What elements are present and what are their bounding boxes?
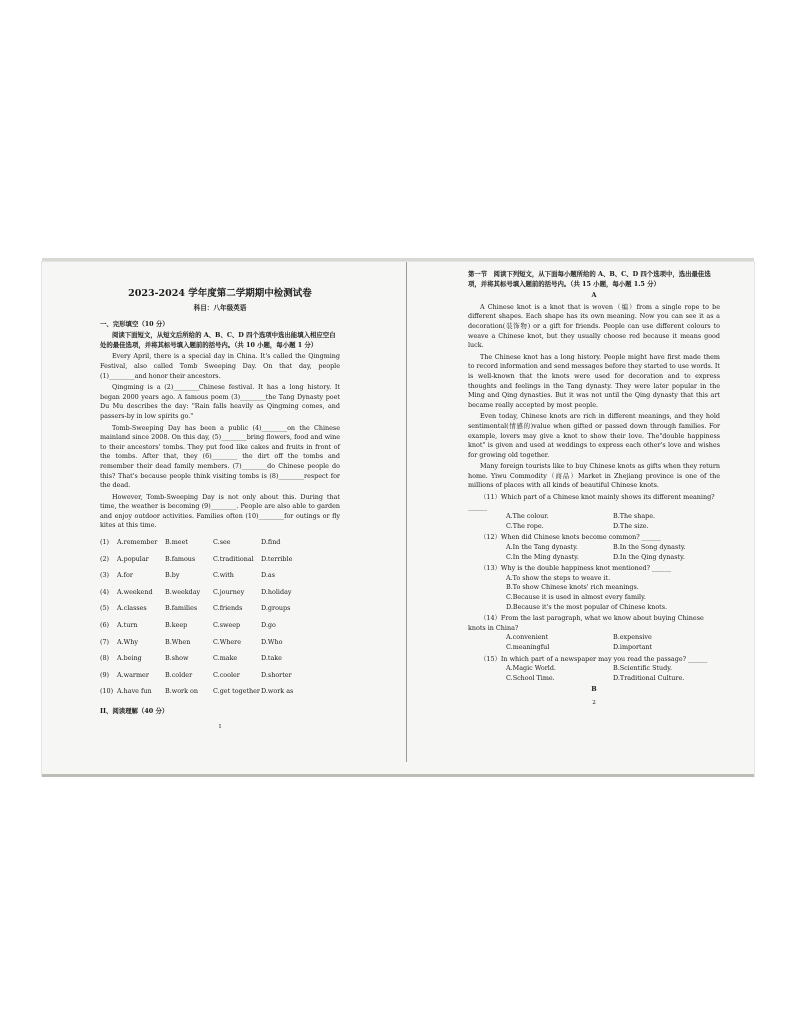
question-12: （12）When did Chinese knots become common? ______	[480, 533, 661, 542]
option-d: D.work as	[261, 687, 294, 696]
option-a: A.remember	[117, 538, 158, 547]
question-11: （11）Which part of a Chinese knot mainly shows its different meaning? ______	[468, 493, 715, 511]
option-a: A.for	[117, 571, 133, 580]
option-d: D.Who	[261, 637, 283, 646]
option-d: D.find	[261, 538, 281, 547]
option-c: C.In the Ming dynasty.	[506, 552, 579, 561]
option-a: A.The colour.	[506, 512, 549, 521]
option-a: A.popular	[117, 554, 149, 563]
option-d: D.Because it's the most popular of Chinese knots.	[506, 602, 668, 611]
left-page	[100, 268, 340, 732]
option-row	[100, 571, 340, 581]
option-number: (7)	[100, 637, 110, 646]
option-a: A.classes	[117, 604, 147, 613]
option-d: D.go	[261, 621, 276, 630]
cloze-paragraph: Qingming is a (2)________Chinese festival. It has a long history. It began 2000 years ago. A famous poem (3)________the Tang Dynasty poet Du Mu describes the day: "Rain falls heavily as Qingming comes, and passers-by in low spirits go."	[100, 383, 340, 420]
option-number: (6)	[100, 621, 110, 630]
option-a: A.Magic World.	[506, 664, 556, 673]
option-c: C.Where	[213, 637, 241, 646]
question-options	[468, 633, 720, 643]
option-d: D.as	[261, 571, 276, 580]
option-c: C.Because it is used in almost every family.	[506, 593, 646, 601]
option-a: A.To show the steps to weave it.	[506, 573, 611, 582]
option-b: B.In the Song dynasty.	[613, 543, 686, 552]
option-c: C.see	[213, 538, 231, 547]
option-a: A.convenient	[506, 633, 549, 642]
option-b: B.weekday	[165, 587, 201, 596]
option-row	[100, 538, 340, 548]
question-15: （15）In which part of a newspaper may you read the passage? ______	[480, 654, 708, 663]
option-d: D.groups	[261, 604, 291, 613]
cloze-paragraph: Tomb-Sweeping Day has been a public (4)________on the Chinese mainland since 2008. On this day, (5)________bring flowers, food and wine to their ancestors' tombs. They put food like cakes and fruits in front of the tombs. After that, they (6)________ the dirt off the tombs and remember their dead family members. (7)________do Chinese people do this? That's because people think visiting tombs is (8)________respect for the dead.	[100, 423, 340, 490]
option-number: (1)	[100, 538, 110, 547]
option-b: B.When	[165, 637, 191, 646]
option-row	[100, 604, 340, 614]
option-d: D.The size.	[613, 521, 649, 530]
question-options	[468, 643, 720, 653]
option-c: C.cooler	[213, 670, 240, 679]
question-options	[468, 553, 720, 563]
exam-subject: 科目：八年级英语	[193, 304, 247, 312]
option-b: B.colder	[165, 670, 193, 679]
option-row	[100, 671, 340, 681]
option-row	[100, 621, 340, 631]
option-a: A.being	[117, 654, 142, 663]
option-c: C.with	[213, 571, 234, 580]
option-row	[100, 654, 340, 664]
option-number: (8)	[100, 654, 110, 663]
option-a: A.In the Tang dynasty.	[506, 543, 578, 552]
cloze-paragraph: Every April, there is a special day in China. It's called the Qingming Festival, also called Tomb Sweeping Day. On that day, people (1)________and honor their ancestors.	[100, 352, 340, 380]
option-b: B.show	[165, 654, 189, 663]
passage-a-label: A	[591, 291, 597, 300]
option-b: B.expensive	[613, 633, 652, 642]
question-options	[468, 543, 720, 553]
option-c: C.sweep	[213, 621, 241, 630]
option-number: (3)	[100, 571, 110, 580]
reading-paragraph: A Chinese knot is a knot that is woven（编）from a single rope to be different shapes. Each shape has its own meaning. Now you can see it as a decoration(装饰物) or a gift for friends. People can use different colours to weave a Chinese knot, but they usually choose red because it means good luck.	[468, 302, 720, 350]
section1-instructions: 阅读下面短文，从短文后所给的 A、B、C、D 四个选项中选出能填入相应空白处的最佳选项，并将其标号填入题前的括号内。（共 10 小题，每小题 1 分）	[100, 331, 336, 349]
option-c: C.friends	[213, 604, 243, 613]
cloze-paragraph: However, Tomb-Sweeping Day is not only about this. During that time, the weather is becoming (9)________. People are also able to garden and enjoy outdoor activities. Families often (10)________for outings or fly kites at this time.	[100, 492, 340, 530]
reading-paragraph: Even today, Chinese knots are rich in different meanings, and they hold sentimental(情感的)value when gifted or passed down through families. For example, lovers may give a knot to show their love. The"double happiness knot" is given and used at weddings to express each other's love and wishes for growing old together.	[468, 412, 720, 459]
question-options	[468, 522, 720, 532]
option-d: D.terrible	[261, 554, 293, 563]
option-row	[100, 638, 340, 648]
option-number: (10)	[100, 687, 114, 696]
option-d: D.holiday	[261, 587, 292, 596]
option-c: C.School Time.	[506, 673, 555, 682]
option-c: C.journey	[213, 587, 245, 596]
passage-b-label: B	[591, 685, 597, 694]
option-c: C.The rope.	[506, 521, 544, 530]
option-c: C.traditional	[213, 554, 254, 563]
option-a: A.warmer	[117, 670, 149, 679]
option-row	[100, 687, 340, 697]
option-d: D.In the Qing dynasty.	[613, 552, 685, 561]
section2-heading: II、阅读理解（40 分）	[100, 707, 169, 715]
option-b: B.famous	[165, 554, 196, 563]
option-a: A.weekend	[117, 587, 153, 596]
reading-paragraph: The Chinese knot has a long history. People might have first made them to record information and send messages before they started to use words. It is well-known that the knots were used for decoration and to express thoughts and feelings in the Tang dynasty. They were later popular in the Ming and Qing dynasties. But it was not until the Qing dynasty that this art became really accepted by most people.	[468, 352, 720, 409]
option-b: B.The shape.	[613, 512, 656, 521]
sheet-bottom-edge	[42, 774, 754, 777]
option-row	[100, 588, 340, 598]
option-d: D.shorter	[261, 670, 292, 679]
option-b: B.meet	[165, 538, 188, 547]
question-options	[468, 512, 720, 522]
section1-heading: 一、完形填空（10 分）	[100, 319, 169, 328]
reading-instructions: 第一节 阅读下列短文，从下面每小题所给的 A、B、C、D 四个选项中，选出最佳选项，并将其标号填入题前的括号内。（共 15 小题，每小题 1.5 分）	[468, 270, 711, 288]
option-b: B.work on	[165, 687, 198, 696]
question-options	[468, 674, 720, 684]
question-options	[468, 664, 720, 674]
exam-title: 2023-2024 学年度第二学期期中检测试卷	[128, 288, 312, 299]
option-row	[100, 555, 340, 565]
option-b: B.by	[165, 571, 180, 580]
option-d: D.important	[613, 642, 653, 651]
option-number: (2)	[100, 554, 110, 563]
question-13: （13）Why is the double happiness knot mentioned? ______	[480, 564, 672, 573]
page-fold-line	[406, 262, 407, 762]
option-b: B.families	[165, 604, 198, 613]
cloze-options	[100, 538, 340, 697]
option-number: (5)	[100, 604, 110, 613]
right-page	[468, 268, 720, 709]
option-a: A.Why	[117, 637, 138, 646]
option-d: D.Traditional Culture.	[613, 673, 685, 682]
question-14: （14）From the last paragraph, what we know about buying Chinese knots in China?	[468, 614, 704, 632]
option-b: B.keep	[165, 621, 188, 630]
option-b: B.Scientific Study.	[613, 664, 673, 673]
option-a: A.turn	[117, 621, 138, 630]
reading-paragraph: Many foreign tourists like to buy Chinese knots as gifts when they return home. Yiwu Commodity（商品）Market in Zhejiang province is one of the millions of places with all kinds of beautiful Chinese knots.	[468, 462, 720, 490]
option-d: D.take	[261, 654, 282, 663]
option-c: C.make	[213, 654, 238, 663]
option-c: C.get together	[213, 687, 260, 696]
option-b: B.To show Chinese knots' rich meanings.	[506, 583, 639, 592]
option-number: (4)	[100, 587, 110, 596]
page-number: 1	[218, 723, 222, 730]
option-number: (9)	[100, 670, 110, 679]
page-number: 2	[592, 699, 596, 706]
option-a: A.have fun	[117, 687, 152, 696]
option-c: C.meaningful	[506, 642, 550, 651]
